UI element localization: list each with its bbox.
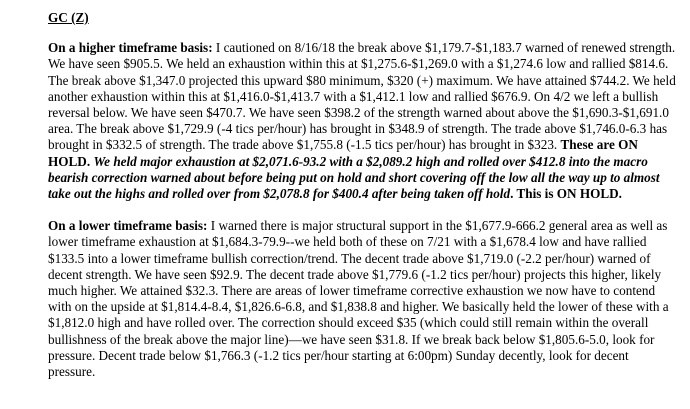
on-hold-note: These are ON HOLD. [48,137,638,169]
lower-timeframe-paragraph [48,218,676,380]
higher-timeframe-paragraph [48,40,676,202]
page-title: GC (Z) [48,10,89,25]
lower-timeframe-heading: On a lower timeframe basis: [48,218,208,234]
major-exhaustion-note: We held major exhaustion at $2,071.6-93.2 with a $2,089.2 high and rolled over $412.8 into the macro bearish correction warned about before being put on hold and short covering off the low all the way up to almost take out the highs and rolled over from $2,078.8 for $400.4 after being taken off hold [48,153,660,202]
period-text: . [510,186,517,202]
lower-timeframe-text: I warned there is major structural support in the $1,677.9-666.2 general area as well as lower timeframe exhaustion at $1,684.3-79.9--we held both of these on 7/21 with a $1,678.4 low and have rallied $133.5 into a lower timeframe bullish correction/trend. The decent trade above $1,719.0 (-2.2 per/hour) warned of decent strength. We have seen $92.9. The decent trade above $1,779.6 (-1.2 tics per/hour) projects this higher, likely much higher. We attained $32.3. There are areas of lower timeframe corrective exhaustion we now have to contend with on the upside at $1,814.4-8.4, $1,826.6-6.8, and $1,838.8 and higher. We basically held the lower of these with a $1,812.0 high and have rolled over. The correction should exceed $35 (which could still remain within the overall bullishness of the break above the major line)—we have seen $31.8. If we break back below $1,805.6-5.0, look for pressure. Decent trade below $1,766.3 (-1.2 tics per/hour starting at 6:00pm) Sunday decently, look for decent pressure. [48,218,669,380]
on-hold-final-note: This is ON HOLD. [516,186,622,202]
higher-timeframe-heading: On a higher timeframe basis: [48,40,213,56]
higher-timeframe-text: I cautioned on 8/16/18 the break above $1,179.7-$1,183.7 warned of renewed strength. We have seen $905.5. We held an exhaustion within this at $1,275.6-$1,269.0 with a $1,274.6 low and rallied $814.6. The break above $1,347.0 projected this upward $80 minimum, $320 (+) maximum. We have attained $744.2. We held another exhaustion within this at $1,416.0-$1,413.7 with a $1,412.1 low and rallied $676.9. On 4/2 we left a bullish reversal below. We have seen $470.7. We have seen $398.2 of the strength warned about above the $1,690.3-$1,691.0 area. The break above $1,729.9 (-4 tics per/hour) has brought in $348.9 of strength. The trade above $1,746.0-6.3 has brought in $332.5 of strength. The trade above $1,755.8 (-1.5 tics per/hour) has brought in $323. [48,40,676,153]
